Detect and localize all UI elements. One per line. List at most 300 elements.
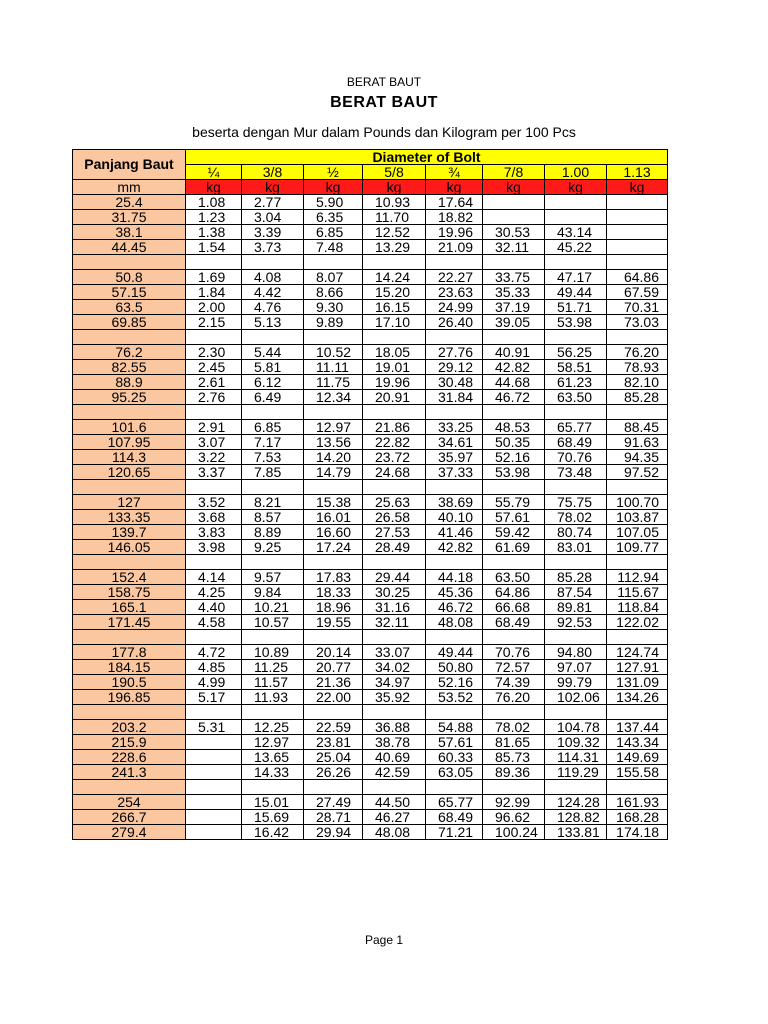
weight-cell: 2.30 — [186, 345, 242, 360]
weight-cell: 124.74 — [607, 645, 668, 660]
weight-cell: 42.59 — [363, 765, 426, 780]
weight-cell: 99.79 — [545, 675, 607, 690]
weight-cell: 13.29 — [363, 240, 426, 255]
weight-cell: 49.44 — [545, 285, 607, 300]
table-row — [73, 765, 668, 780]
weight-cell: 102.06 — [545, 690, 607, 705]
spacer-cell — [186, 330, 242, 345]
length-unit: mm — [73, 180, 186, 195]
weight-cell: 109.32 — [545, 735, 607, 750]
table-row — [73, 750, 668, 765]
weight-cell: 76.20 — [607, 345, 668, 360]
weight-cell: 35.92 — [363, 690, 426, 705]
weight-cell: 10.21 — [242, 600, 304, 615]
table-row — [73, 570, 668, 585]
weight-cell: 3.68 — [186, 510, 242, 525]
weight-cell: 112.94 — [607, 570, 668, 585]
weight-cell: 23.81 — [304, 735, 363, 750]
weight-cell: 22.27 — [426, 270, 483, 285]
group-spacer-row — [73, 780, 668, 795]
table-row — [73, 810, 668, 825]
weight-cell: 33.75 — [483, 270, 545, 285]
table-row — [73, 450, 668, 465]
weight-cell: 5.17 — [186, 690, 242, 705]
weight-cell: 72.57 — [483, 660, 545, 675]
table-row — [73, 495, 668, 510]
weight-cell: 2.15 — [186, 315, 242, 330]
weight-cell: 25.04 — [304, 750, 363, 765]
weight-cell: 15.20 — [363, 285, 426, 300]
weight-cell: 115.67 — [607, 585, 668, 600]
length-header: Panjang Baut — [73, 150, 186, 180]
weight-cell: 149.69 — [607, 750, 668, 765]
length-cell: 158.75 — [73, 585, 186, 600]
weight-cell: 70.31 — [607, 300, 668, 315]
spacer-cell — [363, 480, 426, 495]
table-row — [73, 270, 668, 285]
weight-cell: 87.54 — [545, 585, 607, 600]
weight-cell: 53.98 — [545, 315, 607, 330]
weight-cell: 8.89 — [242, 525, 304, 540]
length-cell: 266.7 — [73, 810, 186, 825]
length-cell: 31.75 — [73, 210, 186, 225]
weight-cell: 4.72 — [186, 645, 242, 660]
unit-row — [73, 180, 668, 195]
weight-cell: 17.10 — [363, 315, 426, 330]
weight-cell: 45.22 — [545, 240, 607, 255]
weight-cell: 3.07 — [186, 435, 242, 450]
weight-cell: 34.02 — [363, 660, 426, 675]
table-row — [73, 315, 668, 330]
spacer-cell — [545, 555, 607, 570]
diameter-header: Diameter of Bolt — [186, 150, 668, 165]
length-cell: 196.85 — [73, 690, 186, 705]
spacer-cell — [363, 780, 426, 795]
weight-cell — [186, 765, 242, 780]
weight-cell: 122.02 — [607, 615, 668, 630]
weight-cell: 5.81 — [242, 360, 304, 375]
weight-cell: 52.16 — [483, 450, 545, 465]
weight-cell: 46.27 — [363, 810, 426, 825]
weight-cell: 3.39 — [242, 225, 304, 240]
weight-cell: 38.69 — [426, 495, 483, 510]
page-title: BERAT BAUT — [330, 94, 438, 111]
weight-cell: 10.89 — [242, 645, 304, 660]
spacer-cell — [607, 405, 668, 420]
weight-cell: 1.38 — [186, 225, 242, 240]
weight-cell: 49.44 — [426, 645, 483, 660]
weight-cell: 28.49 — [363, 540, 426, 555]
diameter-cell: 1.13 — [607, 165, 668, 180]
weight-cell: 81.65 — [483, 735, 545, 750]
diameter-cell: ¼ — [186, 165, 242, 180]
weight-cell: 73.48 — [545, 465, 607, 480]
table-row — [73, 540, 668, 555]
length-cell: 101.6 — [73, 420, 186, 435]
spacer-cell — [304, 330, 363, 345]
weight-cell — [186, 810, 242, 825]
weight-cell: 85.73 — [483, 750, 545, 765]
weight-cell: 107.05 — [607, 525, 668, 540]
length-cell: 38.1 — [73, 225, 186, 240]
table-row — [73, 225, 668, 240]
weight-cell: 45.36 — [426, 585, 483, 600]
weight-cell — [607, 210, 668, 225]
weight-cell: 66.68 — [483, 600, 545, 615]
weight-cell: 134.26 — [607, 690, 668, 705]
spacer-cell — [304, 630, 363, 645]
spacer-cell — [483, 330, 545, 345]
weight-cell: 103.87 — [607, 510, 668, 525]
weight-cell: 44.68 — [483, 375, 545, 390]
length-cell: 107.95 — [73, 435, 186, 450]
weight-cell: 35.97 — [426, 450, 483, 465]
group-spacer-row — [73, 705, 668, 720]
weight-cell — [607, 240, 668, 255]
table-row — [73, 390, 668, 405]
weight-cell: 34.61 — [426, 435, 483, 450]
weight-cell: 7.85 — [242, 465, 304, 480]
spacer-cell — [363, 705, 426, 720]
length-cell: 165.1 — [73, 600, 186, 615]
weight-cell: 78.02 — [545, 510, 607, 525]
weight-cell: 4.85 — [186, 660, 242, 675]
weight-cell: 25.63 — [363, 495, 426, 510]
weight-cell: 89.81 — [545, 600, 607, 615]
weight-cell: 40.69 — [363, 750, 426, 765]
weight-cell: 52.16 — [426, 675, 483, 690]
weight-cell: 40.91 — [483, 345, 545, 360]
length-cell: 146.05 — [73, 540, 186, 555]
weight-cell: 7.53 — [242, 450, 304, 465]
weight-cell — [483, 195, 545, 210]
weight-cell: 7.17 — [242, 435, 304, 450]
weight-cell: 97.07 — [545, 660, 607, 675]
spacer-cell — [73, 405, 186, 420]
spacer-cell — [607, 705, 668, 720]
weight-cell: 28.71 — [304, 810, 363, 825]
weight-cell: 85.28 — [607, 390, 668, 405]
weight-cell: 70.76 — [483, 645, 545, 660]
weight-cell: 16.01 — [304, 510, 363, 525]
weight-cell: 19.96 — [426, 225, 483, 240]
spacer-cell — [186, 555, 242, 570]
weight-cell: 104.78 — [545, 720, 607, 735]
length-cell: 44.45 — [73, 240, 186, 255]
weight-cell: 161.93 — [607, 795, 668, 810]
spacer-cell — [363, 555, 426, 570]
length-cell: 120.65 — [73, 465, 186, 480]
weight-cell: 6.85 — [304, 225, 363, 240]
length-cell: 76.2 — [73, 345, 186, 360]
spacer-cell — [607, 630, 668, 645]
weight-cell: 8.21 — [242, 495, 304, 510]
weight-cell: 46.72 — [483, 390, 545, 405]
weight-cell: 4.42 — [242, 285, 304, 300]
weight-cell: 4.08 — [242, 270, 304, 285]
length-cell: 228.6 — [73, 750, 186, 765]
weight-cell: 57.61 — [426, 735, 483, 750]
spacer-cell — [483, 405, 545, 420]
weight-cell — [186, 825, 242, 840]
weight-cell: 5.44 — [242, 345, 304, 360]
weight-cell: 33.07 — [363, 645, 426, 660]
weight-cell: 30.48 — [426, 375, 483, 390]
spacer-cell — [483, 630, 545, 645]
weight-cell: 59.42 — [483, 525, 545, 540]
weight-cell: 3.83 — [186, 525, 242, 540]
weight-cell: 14.24 — [363, 270, 426, 285]
weight-cell: 17.64 — [426, 195, 483, 210]
spacer-cell — [186, 255, 242, 270]
weight-cell: 10.93 — [363, 195, 426, 210]
spacer-cell — [426, 405, 483, 420]
length-cell: 184.15 — [73, 660, 186, 675]
weight-cell: 12.25 — [242, 720, 304, 735]
spacer-cell — [242, 255, 304, 270]
weight-cell: 11.93 — [242, 690, 304, 705]
weight-cell: 9.89 — [304, 315, 363, 330]
weight-cell: 27.49 — [304, 795, 363, 810]
weight-cell: 97.52 — [607, 465, 668, 480]
weight-cell: 118.84 — [607, 600, 668, 615]
weight-cell — [607, 225, 668, 240]
weight-cell: 33.25 — [426, 420, 483, 435]
weight-cell: 2.77 — [242, 195, 304, 210]
diameter-cell: ½ — [304, 165, 363, 180]
weight-cell: 68.49 — [426, 810, 483, 825]
weight-cell: 4.40 — [186, 600, 242, 615]
weight-cell — [545, 195, 607, 210]
weight-cell: 7.48 — [304, 240, 363, 255]
spacer-cell — [242, 780, 304, 795]
spacer-cell — [545, 330, 607, 345]
weight-cell: 12.34 — [304, 390, 363, 405]
weight-cell: 48.08 — [363, 825, 426, 840]
weight-cell: 94.35 — [607, 450, 668, 465]
spacer-cell — [545, 255, 607, 270]
weight-cell: 34.97 — [363, 675, 426, 690]
length-cell: 114.3 — [73, 450, 186, 465]
diameter-cell: ¾ — [426, 165, 483, 180]
table-row — [73, 735, 668, 750]
length-cell: 139.7 — [73, 525, 186, 540]
length-cell: 152.4 — [73, 570, 186, 585]
weight-cell: 42.82 — [426, 540, 483, 555]
table-row — [73, 795, 668, 810]
weight-cell: 44.50 — [363, 795, 426, 810]
weight-cell: 20.91 — [363, 390, 426, 405]
weight-cell: 53.98 — [483, 465, 545, 480]
weight-cell: 4.76 — [242, 300, 304, 315]
weight-cell: 38.78 — [363, 735, 426, 750]
weight-unit: kg — [186, 180, 242, 195]
weight-cell: 6.35 — [304, 210, 363, 225]
length-cell: 171.45 — [73, 615, 186, 630]
weight-cell: 78.02 — [483, 720, 545, 735]
weight-cell: 3.98 — [186, 540, 242, 555]
weight-cell: 14.79 — [304, 465, 363, 480]
weight-cell: 9.25 — [242, 540, 304, 555]
weight-cell: 5.13 — [242, 315, 304, 330]
weight-cell: 21.36 — [304, 675, 363, 690]
weight-cell: 10.52 — [304, 345, 363, 360]
bolt-weight-table — [72, 149, 668, 840]
weight-cell: 78.93 — [607, 360, 668, 375]
spacer-cell — [73, 780, 186, 795]
spacer-cell — [242, 480, 304, 495]
weight-cell: 41.46 — [426, 525, 483, 540]
spacer-cell — [426, 630, 483, 645]
spacer-cell — [607, 255, 668, 270]
weight-cell: 21.09 — [426, 240, 483, 255]
weight-cell: 3.22 — [186, 450, 242, 465]
weight-cell: 18.82 — [426, 210, 483, 225]
weight-cell: 20.77 — [304, 660, 363, 675]
weight-cell: 92.99 — [483, 795, 545, 810]
length-cell: 50.8 — [73, 270, 186, 285]
weight-cell: 30.25 — [363, 585, 426, 600]
weight-cell: 6.12 — [242, 375, 304, 390]
weight-cell: 50.35 — [483, 435, 545, 450]
weight-cell: 55.79 — [483, 495, 545, 510]
running-header: BERAT BAUT — [346, 75, 422, 89]
table-row — [73, 300, 668, 315]
page-subtitle: beserta dengan Mur dalam Pounds dan Kilogram per 100 Pcs — [192, 124, 576, 140]
weight-cell: 119.29 — [545, 765, 607, 780]
spacer-cell — [73, 255, 186, 270]
weight-cell: 20.14 — [304, 645, 363, 660]
diameter-cell: 5/8 — [363, 165, 426, 180]
spacer-cell — [607, 780, 668, 795]
weight-cell: 56.25 — [545, 345, 607, 360]
weight-cell: 21.86 — [363, 420, 426, 435]
length-cell: 254 — [73, 795, 186, 810]
spacer-cell — [242, 705, 304, 720]
weight-cell: 71.21 — [426, 825, 483, 840]
weight-cell: 64.86 — [483, 585, 545, 600]
spacer-cell — [186, 480, 242, 495]
weight-cell: 2.91 — [186, 420, 242, 435]
spacer-cell — [363, 255, 426, 270]
weight-cell: 14.20 — [304, 450, 363, 465]
weight-cell: 65.77 — [426, 795, 483, 810]
weight-cell: 16.60 — [304, 525, 363, 540]
spacer-cell — [242, 555, 304, 570]
spacer-cell — [73, 555, 186, 570]
weight-cell: 22.00 — [304, 690, 363, 705]
weight-cell: 64.86 — [607, 270, 668, 285]
page-footer: Page 1 — [364, 933, 404, 947]
weight-cell: 137.44 — [607, 720, 668, 735]
weight-unit: kg — [242, 180, 304, 195]
weight-cell: 67.59 — [607, 285, 668, 300]
weight-cell: 47.17 — [545, 270, 607, 285]
table-row — [73, 720, 668, 735]
weight-cell: 14.33 — [242, 765, 304, 780]
group-spacer-row — [73, 555, 668, 570]
weight-cell: 143.34 — [607, 735, 668, 750]
weight-cell: 3.52 — [186, 495, 242, 510]
weight-cell: 68.49 — [545, 435, 607, 450]
table-row — [73, 435, 668, 450]
spacer-cell — [426, 705, 483, 720]
table-row — [73, 645, 668, 660]
weight-cell: 5.90 — [304, 195, 363, 210]
weight-cell: 2.76 — [186, 390, 242, 405]
weight-cell — [186, 795, 242, 810]
weight-cell: 42.82 — [483, 360, 545, 375]
spacer-cell — [242, 405, 304, 420]
weight-cell: 68.49 — [483, 615, 545, 630]
weight-cell: 26.26 — [304, 765, 363, 780]
weight-cell: 35.33 — [483, 285, 545, 300]
weight-cell: 61.23 — [545, 375, 607, 390]
weight-cell: 127.91 — [607, 660, 668, 675]
weight-cell: 92.53 — [545, 615, 607, 630]
spacer-cell — [304, 480, 363, 495]
weight-cell: 11.57 — [242, 675, 304, 690]
length-cell: 82.55 — [73, 360, 186, 375]
weight-cell: 131.09 — [607, 675, 668, 690]
weight-cell: 48.08 — [426, 615, 483, 630]
weight-cell: 50.80 — [426, 660, 483, 675]
weight-cell: 60.33 — [426, 750, 483, 765]
weight-unit: kg — [426, 180, 483, 195]
weight-cell: 124.28 — [545, 795, 607, 810]
weight-cell: 133.81 — [545, 825, 607, 840]
spacer-cell — [545, 480, 607, 495]
weight-cell: 48.53 — [483, 420, 545, 435]
weight-cell: 15.01 — [242, 795, 304, 810]
weight-cell: 27.76 — [426, 345, 483, 360]
weight-cell: 22.59 — [304, 720, 363, 735]
length-cell: 279.4 — [73, 825, 186, 840]
weight-cell: 36.88 — [363, 720, 426, 735]
weight-cell — [186, 750, 242, 765]
weight-cell: 3.04 — [242, 210, 304, 225]
weight-cell: 75.75 — [545, 495, 607, 510]
weight-cell: 18.05 — [363, 345, 426, 360]
spacer-cell — [304, 255, 363, 270]
spacer-cell — [186, 630, 242, 645]
weight-cell: 37.33 — [426, 465, 483, 480]
table-row — [73, 690, 668, 705]
weight-cell: 4.14 — [186, 570, 242, 585]
spacer-cell — [607, 330, 668, 345]
weight-cell: 29.12 — [426, 360, 483, 375]
spacer-cell — [304, 780, 363, 795]
table-row — [73, 675, 668, 690]
table-row — [73, 240, 668, 255]
table-row — [73, 660, 668, 675]
weight-cell: 40.10 — [426, 510, 483, 525]
weight-cell: 32.11 — [483, 240, 545, 255]
weight-cell: 24.99 — [426, 300, 483, 315]
weight-cell: 53.52 — [426, 690, 483, 705]
spacer-cell — [483, 255, 545, 270]
weight-cell: 89.36 — [483, 765, 545, 780]
weight-cell: 30.53 — [483, 225, 545, 240]
group-spacer-row — [73, 405, 668, 420]
weight-cell: 11.25 — [242, 660, 304, 675]
spacer-cell — [304, 555, 363, 570]
weight-cell: 1.23 — [186, 210, 242, 225]
weight-cell: 73.03 — [607, 315, 668, 330]
weight-cell: 61.69 — [483, 540, 545, 555]
table-row — [73, 510, 668, 525]
spacer-cell — [73, 330, 186, 345]
